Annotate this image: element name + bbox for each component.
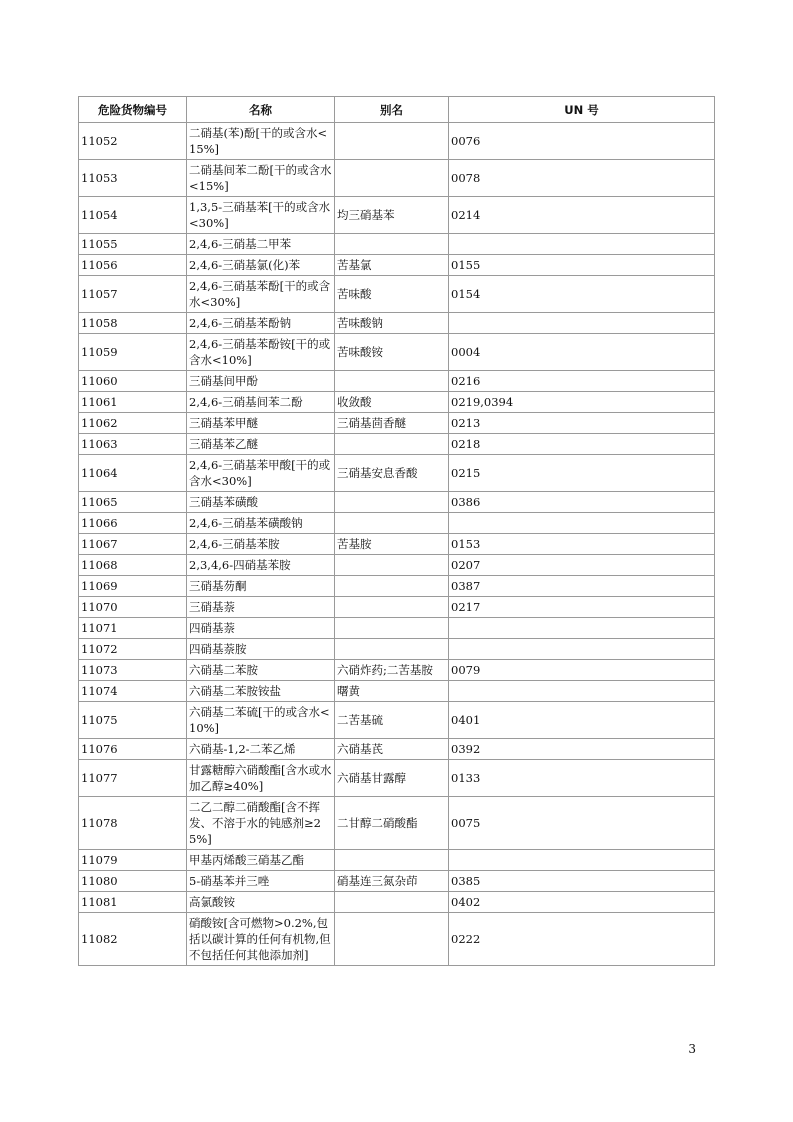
table-row bbox=[79, 513, 715, 534]
cell-un bbox=[449, 234, 715, 255]
table-row bbox=[79, 660, 715, 681]
table-row bbox=[79, 255, 715, 276]
cell-alias bbox=[335, 123, 449, 160]
cell-un: 0219,0394 bbox=[449, 392, 715, 413]
cell-alias bbox=[335, 234, 449, 255]
cell-name: 高氯酸铵 bbox=[187, 892, 335, 913]
cell-alias: 三硝基茴香醚 bbox=[335, 413, 449, 434]
cell-un: 0214 bbox=[449, 197, 715, 234]
cell-un bbox=[449, 513, 715, 534]
cell-name: 硝酸铵[含可燃物>0.2%,包括以碳计算的任何有机物,但不包括任何其他添加剂] bbox=[187, 913, 335, 966]
cell-un: 0207 bbox=[449, 555, 715, 576]
table-row bbox=[79, 702, 715, 739]
table-row bbox=[79, 639, 715, 660]
cell-alias: 曙黄 bbox=[335, 681, 449, 702]
cell-alias bbox=[335, 913, 449, 966]
cell-name: 2,4,6-三硝基氯(化)苯 bbox=[187, 255, 335, 276]
cell-code: 11059 bbox=[79, 334, 187, 371]
cell-code: 11078 bbox=[79, 797, 187, 850]
cell-code: 11077 bbox=[79, 760, 187, 797]
cell-alias bbox=[335, 371, 449, 392]
cell-name: 三硝基苯乙醚 bbox=[187, 434, 335, 455]
cell-alias bbox=[335, 160, 449, 197]
cell-name: 2,4,6-三硝基苯酚铵[干的或含水<10%] bbox=[187, 334, 335, 371]
table-row bbox=[79, 681, 715, 702]
cell-code: 11075 bbox=[79, 702, 187, 739]
cell-code: 11063 bbox=[79, 434, 187, 455]
cell-name: 2,4,6-三硝基苯胺 bbox=[187, 534, 335, 555]
table-row bbox=[79, 618, 715, 639]
table-row bbox=[79, 413, 715, 434]
table-header-row bbox=[79, 97, 715, 123]
cell-un: 0153 bbox=[449, 534, 715, 555]
cell-name: 三硝基苯磺酸 bbox=[187, 492, 335, 513]
cell-un: 0075 bbox=[449, 797, 715, 850]
dangerous-goods-table bbox=[78, 96, 715, 966]
cell-code: 11054 bbox=[79, 197, 187, 234]
cell-alias: 六硝基芪 bbox=[335, 739, 449, 760]
cell-alias bbox=[335, 639, 449, 660]
cell-alias: 苦味酸钠 bbox=[335, 313, 449, 334]
cell-code: 11061 bbox=[79, 392, 187, 413]
table-row bbox=[79, 197, 715, 234]
table-row bbox=[79, 534, 715, 555]
cell-name: 2,4,6-三硝基苯磺酸钠 bbox=[187, 513, 335, 534]
cell-name: 四硝基萘 bbox=[187, 618, 335, 639]
cell-name: 二硝基(苯)酚[干的或含水<15%] bbox=[187, 123, 335, 160]
cell-alias: 硝基连三氮杂茚 bbox=[335, 871, 449, 892]
cell-name: 三硝基萘 bbox=[187, 597, 335, 618]
cell-un: 0218 bbox=[449, 434, 715, 455]
cell-code: 11068 bbox=[79, 555, 187, 576]
table-row bbox=[79, 492, 715, 513]
cell-name: 2,4,6-三硝基苯酚[干的或含水<30%] bbox=[187, 276, 335, 313]
cell-alias: 三硝基安息香酸 bbox=[335, 455, 449, 492]
cell-code: 11082 bbox=[79, 913, 187, 966]
cell-name: 三硝基苯甲醚 bbox=[187, 413, 335, 434]
table-row bbox=[79, 276, 715, 313]
header-un: UN 号 bbox=[449, 97, 715, 123]
cell-name: 甘露糖醇六硝酸酯[含水或水加乙醇≥40%] bbox=[187, 760, 335, 797]
cell-un: 0079 bbox=[449, 660, 715, 681]
cell-code: 11067 bbox=[79, 534, 187, 555]
cell-code: 11076 bbox=[79, 739, 187, 760]
cell-code: 11056 bbox=[79, 255, 187, 276]
cell-alias bbox=[335, 892, 449, 913]
table-row bbox=[79, 892, 715, 913]
cell-name: 2,4,6-三硝基苯甲酸[干的或含水<30%] bbox=[187, 455, 335, 492]
cell-un: 0222 bbox=[449, 913, 715, 966]
cell-un: 0133 bbox=[449, 760, 715, 797]
table-row bbox=[79, 576, 715, 597]
cell-code: 11069 bbox=[79, 576, 187, 597]
cell-un bbox=[449, 639, 715, 660]
cell-alias bbox=[335, 597, 449, 618]
page-number: 3 bbox=[688, 1042, 696, 1056]
cell-un bbox=[449, 850, 715, 871]
cell-alias bbox=[335, 555, 449, 576]
table-row bbox=[79, 234, 715, 255]
cell-name: 5-硝基苯并三唑 bbox=[187, 871, 335, 892]
cell-alias: 六硝基甘露醇 bbox=[335, 760, 449, 797]
cell-un: 0401 bbox=[449, 702, 715, 739]
cell-code: 11064 bbox=[79, 455, 187, 492]
table-row bbox=[79, 797, 715, 850]
cell-name: 2,4,6-三硝基苯酚钠 bbox=[187, 313, 335, 334]
table-row bbox=[79, 597, 715, 618]
cell-code: 11071 bbox=[79, 618, 187, 639]
cell-name: 四硝基萘胺 bbox=[187, 639, 335, 660]
cell-alias bbox=[335, 576, 449, 597]
cell-un: 0078 bbox=[449, 160, 715, 197]
cell-un: 0155 bbox=[449, 255, 715, 276]
cell-alias: 苦基胺 bbox=[335, 534, 449, 555]
cell-alias: 苦基氯 bbox=[335, 255, 449, 276]
cell-un: 0386 bbox=[449, 492, 715, 513]
header-name: 名称 bbox=[187, 97, 335, 123]
cell-code: 11062 bbox=[79, 413, 187, 434]
table-row bbox=[79, 871, 715, 892]
cell-code: 11074 bbox=[79, 681, 187, 702]
cell-code: 11052 bbox=[79, 123, 187, 160]
cell-alias bbox=[335, 850, 449, 871]
cell-name: 2,4,6-三硝基间苯二酚 bbox=[187, 392, 335, 413]
cell-un: 0402 bbox=[449, 892, 715, 913]
table-row bbox=[79, 913, 715, 966]
cell-code: 11053 bbox=[79, 160, 187, 197]
cell-name: 三硝基间甲酚 bbox=[187, 371, 335, 392]
cell-name: 六硝基二苯硫[干的或含水<10%] bbox=[187, 702, 335, 739]
cell-code: 11065 bbox=[79, 492, 187, 513]
cell-alias: 收敛酸 bbox=[335, 392, 449, 413]
cell-un: 0217 bbox=[449, 597, 715, 618]
cell-code: 11066 bbox=[79, 513, 187, 534]
cell-name: 六硝基二苯胺 bbox=[187, 660, 335, 681]
table-row bbox=[79, 313, 715, 334]
table-row bbox=[79, 455, 715, 492]
cell-name: 三硝基芴酮 bbox=[187, 576, 335, 597]
cell-alias: 苦味酸 bbox=[335, 276, 449, 313]
cell-un bbox=[449, 681, 715, 702]
table-row bbox=[79, 392, 715, 413]
cell-code: 11072 bbox=[79, 639, 187, 660]
table-row bbox=[79, 334, 715, 371]
cell-alias bbox=[335, 434, 449, 455]
cell-alias bbox=[335, 513, 449, 534]
cell-name: 二硝基间苯二酚[干的或含水<15%] bbox=[187, 160, 335, 197]
cell-alias: 二苦基硫 bbox=[335, 702, 449, 739]
cell-code: 11080 bbox=[79, 871, 187, 892]
cell-un: 0154 bbox=[449, 276, 715, 313]
cell-alias bbox=[335, 618, 449, 639]
cell-un bbox=[449, 313, 715, 334]
cell-un: 0385 bbox=[449, 871, 715, 892]
cell-name: 2,4,6-三硝基二甲苯 bbox=[187, 234, 335, 255]
cell-alias: 二甘醇二硝酸酯 bbox=[335, 797, 449, 850]
cell-name: 甲基丙烯酸三硝基乙酯 bbox=[187, 850, 335, 871]
cell-code: 11073 bbox=[79, 660, 187, 681]
cell-name: 2,3,4,6-四硝基苯胺 bbox=[187, 555, 335, 576]
cell-code: 11055 bbox=[79, 234, 187, 255]
table-row bbox=[79, 371, 715, 392]
cell-alias bbox=[335, 492, 449, 513]
header-code: 危险货物编号 bbox=[79, 97, 187, 123]
table-row bbox=[79, 160, 715, 197]
cell-un: 0387 bbox=[449, 576, 715, 597]
cell-un: 0215 bbox=[449, 455, 715, 492]
table-row bbox=[79, 434, 715, 455]
cell-un: 0076 bbox=[449, 123, 715, 160]
cell-alias: 均三硝基苯 bbox=[335, 197, 449, 234]
cell-code: 11057 bbox=[79, 276, 187, 313]
cell-un: 0392 bbox=[449, 739, 715, 760]
cell-name: 1,3,5-三硝基苯[干的或含水<30%] bbox=[187, 197, 335, 234]
header-alias: 别名 bbox=[335, 97, 449, 123]
cell-code: 11081 bbox=[79, 892, 187, 913]
cell-alias: 苦味酸铵 bbox=[335, 334, 449, 371]
table-row bbox=[79, 760, 715, 797]
cell-code: 11060 bbox=[79, 371, 187, 392]
cell-name: 六硝基二苯胺铵盐 bbox=[187, 681, 335, 702]
cell-code: 11079 bbox=[79, 850, 187, 871]
cell-name: 六硝基-1,2-二苯乙烯 bbox=[187, 739, 335, 760]
table-row bbox=[79, 850, 715, 871]
table-row bbox=[79, 555, 715, 576]
cell-un bbox=[449, 618, 715, 639]
cell-un: 0004 bbox=[449, 334, 715, 371]
cell-alias: 六硝炸药;二苦基胺 bbox=[335, 660, 449, 681]
cell-name: 二乙二醇二硝酸酯[含不挥发、不溶于水的钝感剂≥25%] bbox=[187, 797, 335, 850]
cell-un: 0216 bbox=[449, 371, 715, 392]
cell-code: 11070 bbox=[79, 597, 187, 618]
cell-code: 11058 bbox=[79, 313, 187, 334]
table-row bbox=[79, 739, 715, 760]
table-row bbox=[79, 123, 715, 160]
cell-un: 0213 bbox=[449, 413, 715, 434]
